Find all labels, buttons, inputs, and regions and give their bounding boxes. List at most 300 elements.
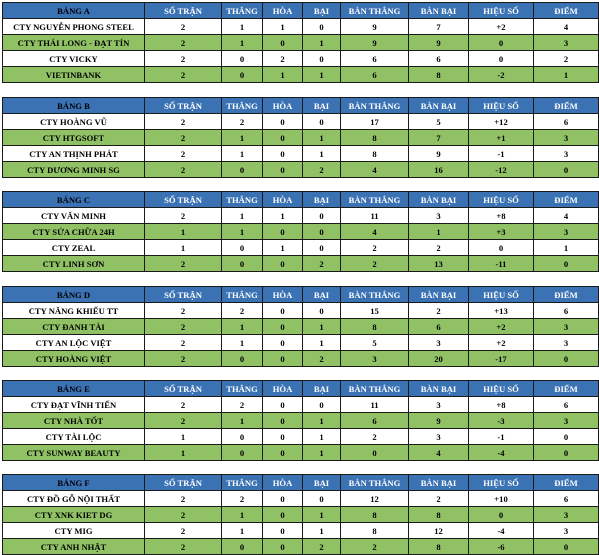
goals-for-cell: 2 xyxy=(341,539,409,555)
column-header-goals-for: BÀN THẮNG xyxy=(341,381,409,397)
team-name-cell: CTY ĐANH TÀI xyxy=(3,319,145,335)
goals-for-cell: 8 xyxy=(341,319,409,335)
group-table-f xyxy=(2,474,599,555)
column-header-lost: BẠI xyxy=(303,3,341,19)
drawn-cell: 0 xyxy=(263,35,303,51)
lost-cell: 2 xyxy=(303,351,341,367)
points-cell: 0 xyxy=(534,162,599,178)
played-cell: 2 xyxy=(145,303,222,319)
drawn-cell: 0 xyxy=(263,413,303,429)
group-table-b xyxy=(2,97,599,178)
goals-for-cell: 8 xyxy=(341,130,409,146)
played-cell: 1 xyxy=(145,429,222,445)
column-header-goals-against: BÀN BẠI xyxy=(409,475,469,491)
goal-difference-cell: 0 xyxy=(469,35,534,51)
goals-for-cell: 15 xyxy=(341,303,409,319)
goal-difference-cell: -6 xyxy=(469,539,534,555)
drawn-cell: 0 xyxy=(263,319,303,335)
column-header-drawn: HÒA xyxy=(263,192,303,208)
lost-cell: 0 xyxy=(303,208,341,224)
drawn-cell: 0 xyxy=(263,224,303,240)
group-name: BẢNG A xyxy=(3,3,145,19)
won-cell: 1 xyxy=(222,19,263,35)
played-cell: 2 xyxy=(145,491,222,507)
column-header-goals-against: BÀN BẠI xyxy=(409,192,469,208)
group-name: BẢNG E xyxy=(3,381,145,397)
goal-difference-cell: -1 xyxy=(469,429,534,445)
points-cell: 0 xyxy=(534,429,599,445)
points-cell: 1 xyxy=(534,67,599,83)
goals-against-cell: 1 xyxy=(409,224,469,240)
column-header-played: SỐ TRẬN xyxy=(145,287,222,303)
table-row xyxy=(3,413,599,429)
goals-against-cell: 13 xyxy=(409,256,469,272)
team-name-cell: CTY ĐỒ GỖ NỘI THẤT xyxy=(3,491,145,507)
table-row xyxy=(3,491,599,507)
table-row xyxy=(3,51,599,67)
team-name-cell: CTY SỬA CHỮA 24H xyxy=(3,224,145,240)
played-cell: 2 xyxy=(145,130,222,146)
played-cell: 2 xyxy=(145,162,222,178)
goal-difference-cell: +2 xyxy=(469,335,534,351)
column-header-played: SỐ TRẬN xyxy=(145,381,222,397)
goals-for-cell: 5 xyxy=(341,335,409,351)
lost-cell: 0 xyxy=(303,224,341,240)
column-header-points: ĐIỂM xyxy=(534,381,599,397)
lost-cell: 1 xyxy=(303,319,341,335)
column-header-played: SỐ TRẬN xyxy=(145,98,222,114)
team-name-cell: CTY LINH SƠN xyxy=(3,256,145,272)
table-row xyxy=(3,67,599,83)
lost-cell: 0 xyxy=(303,19,341,35)
points-cell: 0 xyxy=(534,256,599,272)
column-header-drawn: HÒA xyxy=(263,381,303,397)
points-cell: 0 xyxy=(534,539,599,555)
played-cell: 1 xyxy=(145,445,222,461)
goal-difference-cell: -3 xyxy=(469,413,534,429)
column-header-played: SỐ TRẬN xyxy=(145,3,222,19)
goal-difference-cell: -4 xyxy=(469,445,534,461)
goals-against-cell: 9 xyxy=(409,146,469,162)
goals-for-cell: 9 xyxy=(341,19,409,35)
points-cell: 6 xyxy=(534,397,599,413)
lost-cell: 1 xyxy=(303,335,341,351)
table-row xyxy=(3,240,599,256)
lost-cell: 1 xyxy=(303,130,341,146)
goals-for-cell: 9 xyxy=(341,35,409,51)
points-cell: 3 xyxy=(534,35,599,51)
column-header-drawn: HÒA xyxy=(263,287,303,303)
played-cell: 2 xyxy=(145,523,222,539)
group-header-row xyxy=(3,287,599,303)
lost-cell: 0 xyxy=(303,397,341,413)
goal-difference-cell: -11 xyxy=(469,256,534,272)
goals-against-cell: 9 xyxy=(409,413,469,429)
column-header-goals-against: BÀN BẠI xyxy=(409,98,469,114)
goal-difference-cell: +10 xyxy=(469,491,534,507)
group-header-row xyxy=(3,192,599,208)
goal-difference-cell: -12 xyxy=(469,162,534,178)
group-name: BẢNG B xyxy=(3,98,145,114)
column-header-goals-against: BÀN BẠI xyxy=(409,287,469,303)
column-header-goals-for: BÀN THẮNG xyxy=(341,3,409,19)
won-cell: 2 xyxy=(222,397,263,413)
column-header-drawn: HÒA xyxy=(263,475,303,491)
lost-cell: 1 xyxy=(303,413,341,429)
goals-against-cell: 4 xyxy=(409,445,469,461)
team-name-cell: CTY MIG xyxy=(3,523,145,539)
goal-difference-cell: +2 xyxy=(469,19,534,35)
team-name-cell: CTY AN LỘC VIỆT xyxy=(3,335,145,351)
table-row xyxy=(3,130,599,146)
column-header-won: THẮNG xyxy=(222,3,263,19)
goal-difference-cell: +13 xyxy=(469,303,534,319)
column-header-goal-difference: HIỆU SỐ xyxy=(469,287,534,303)
drawn-cell: 0 xyxy=(263,429,303,445)
won-cell: 2 xyxy=(222,303,263,319)
goal-difference-cell: +8 xyxy=(469,208,534,224)
column-header-goals-for: BÀN THẮNG xyxy=(341,98,409,114)
table-row xyxy=(3,114,599,130)
column-header-won: THẮNG xyxy=(222,287,263,303)
won-cell: 1 xyxy=(222,146,263,162)
group-header-row xyxy=(3,3,599,19)
goals-against-cell: 20 xyxy=(409,351,469,367)
goals-for-cell: 2 xyxy=(341,256,409,272)
team-name-cell: CTY VICKY xyxy=(3,51,145,67)
group-header-row xyxy=(3,475,599,491)
goals-for-cell: 8 xyxy=(341,523,409,539)
drawn-cell: 1 xyxy=(263,240,303,256)
table-row xyxy=(3,208,599,224)
won-cell: 0 xyxy=(222,67,263,83)
table-row xyxy=(3,256,599,272)
drawn-cell: 0 xyxy=(263,335,303,351)
team-name-cell: CTY SUNWAY BEAUTY xyxy=(3,445,145,461)
won-cell: 1 xyxy=(222,130,263,146)
drawn-cell: 0 xyxy=(263,351,303,367)
table-row xyxy=(3,19,599,35)
table-row xyxy=(3,397,599,413)
column-header-goal-difference: HIỆU SỐ xyxy=(469,3,534,19)
goal-difference-cell: -2 xyxy=(469,67,534,83)
lost-cell: 1 xyxy=(303,429,341,445)
team-name-cell: CTY AN THỊNH PHÁT xyxy=(3,146,145,162)
won-cell: 1 xyxy=(222,319,263,335)
table-row xyxy=(3,162,599,178)
team-name-cell: CTY THÁI LONG - ĐẠT TÍN xyxy=(3,35,145,51)
played-cell: 2 xyxy=(145,146,222,162)
points-cell: 0 xyxy=(534,445,599,461)
won-cell: 1 xyxy=(222,523,263,539)
column-header-goals-for: BÀN THẮNG xyxy=(341,192,409,208)
group-name: BẢNG F xyxy=(3,475,145,491)
goal-difference-cell: +3 xyxy=(469,224,534,240)
column-header-points: ĐIỂM xyxy=(534,192,599,208)
group-header-row xyxy=(3,381,599,397)
drawn-cell: 0 xyxy=(263,130,303,146)
lost-cell: 1 xyxy=(303,35,341,51)
goal-difference-cell: -1 xyxy=(469,146,534,162)
column-header-lost: BẠI xyxy=(303,192,341,208)
goals-for-cell: 6 xyxy=(341,67,409,83)
lost-cell: 1 xyxy=(303,445,341,461)
points-cell: 3 xyxy=(534,224,599,240)
column-header-drawn: HÒA xyxy=(263,3,303,19)
won-cell: 0 xyxy=(222,256,263,272)
column-header-goal-difference: HIỆU SỐ xyxy=(469,192,534,208)
group-table-e xyxy=(2,380,599,461)
lost-cell: 0 xyxy=(303,51,341,67)
won-cell: 1 xyxy=(222,208,263,224)
table-row xyxy=(3,303,599,319)
played-cell: 2 xyxy=(145,19,222,35)
column-header-points: ĐIỂM xyxy=(534,3,599,19)
points-cell: 6 xyxy=(534,114,599,130)
group-table-c xyxy=(2,191,599,272)
played-cell: 2 xyxy=(145,539,222,555)
group-header-row xyxy=(3,98,599,114)
drawn-cell: 0 xyxy=(263,146,303,162)
points-cell: 3 xyxy=(534,319,599,335)
column-header-won: THẮNG xyxy=(222,475,263,491)
table-row xyxy=(3,224,599,240)
table-row xyxy=(3,429,599,445)
column-header-goals-against: BÀN BẠI xyxy=(409,381,469,397)
won-cell: 0 xyxy=(222,429,263,445)
won-cell: 2 xyxy=(222,114,263,130)
won-cell: 0 xyxy=(222,162,263,178)
team-name-cell: CTY HOÀNG VŨ xyxy=(3,114,145,130)
column-header-goal-difference: HIỆU SỐ xyxy=(469,475,534,491)
drawn-cell: 0 xyxy=(263,539,303,555)
goals-against-cell: 3 xyxy=(409,397,469,413)
goals-against-cell: 7 xyxy=(409,130,469,146)
table-row xyxy=(3,523,599,539)
column-header-drawn: HÒA xyxy=(263,98,303,114)
played-cell: 2 xyxy=(145,67,222,83)
column-header-goals-for: BÀN THẮNG xyxy=(341,287,409,303)
team-name-cell: CTY DƯƠNG MINH SG xyxy=(3,162,145,178)
played-cell: 2 xyxy=(145,51,222,67)
won-cell: 0 xyxy=(222,445,263,461)
points-cell: 4 xyxy=(534,208,599,224)
lost-cell: 1 xyxy=(303,507,341,523)
won-cell: 0 xyxy=(222,240,263,256)
goals-against-cell: 3 xyxy=(409,335,469,351)
played-cell: 2 xyxy=(145,208,222,224)
goal-difference-cell: 0 xyxy=(469,51,534,67)
drawn-cell: 2 xyxy=(263,51,303,67)
lost-cell: 2 xyxy=(303,539,341,555)
goals-for-cell: 11 xyxy=(341,397,409,413)
drawn-cell: 0 xyxy=(263,256,303,272)
team-name-cell: CTY ZEAL xyxy=(3,240,145,256)
goals-for-cell: 0 xyxy=(341,445,409,461)
played-cell: 2 xyxy=(145,335,222,351)
goals-for-cell: 12 xyxy=(341,491,409,507)
drawn-cell: 0 xyxy=(263,114,303,130)
won-cell: 0 xyxy=(222,51,263,67)
goals-against-cell: 9 xyxy=(409,35,469,51)
goal-difference-cell: 0 xyxy=(469,507,534,523)
team-name-cell: CTY NHÀ TỐT xyxy=(3,413,145,429)
won-cell: 1 xyxy=(222,335,263,351)
column-header-goal-difference: HIỆU SỐ xyxy=(469,98,534,114)
team-name-cell: CTY HTGSOFT xyxy=(3,130,145,146)
won-cell: 1 xyxy=(222,507,263,523)
goal-difference-cell: -17 xyxy=(469,351,534,367)
table-row xyxy=(3,539,599,555)
goals-for-cell: 2 xyxy=(341,240,409,256)
points-cell: 3 xyxy=(534,335,599,351)
lost-cell: 0 xyxy=(303,303,341,319)
won-cell: 1 xyxy=(222,35,263,51)
drawn-cell: 1 xyxy=(263,19,303,35)
goal-difference-cell: +1 xyxy=(469,130,534,146)
goals-against-cell: 8 xyxy=(409,67,469,83)
won-cell: 2 xyxy=(222,491,263,507)
goal-difference-cell: 0 xyxy=(469,240,534,256)
points-cell: 0 xyxy=(534,351,599,367)
drawn-cell: 1 xyxy=(263,208,303,224)
column-header-lost: BẠI xyxy=(303,287,341,303)
column-header-goals-against: BÀN BẠI xyxy=(409,3,469,19)
goals-against-cell: 6 xyxy=(409,51,469,67)
goals-against-cell: 7 xyxy=(409,19,469,35)
table-row xyxy=(3,146,599,162)
team-name-cell: CTY XNK KIET DG xyxy=(3,507,145,523)
table-row xyxy=(3,445,599,461)
table-row xyxy=(3,35,599,51)
lost-cell: 2 xyxy=(303,256,341,272)
won-cell: 0 xyxy=(222,351,263,367)
played-cell: 1 xyxy=(145,224,222,240)
column-header-won: THẮNG xyxy=(222,98,263,114)
goals-against-cell: 12 xyxy=(409,523,469,539)
lost-cell: 0 xyxy=(303,491,341,507)
team-name-cell: CTY NGUYỄN PHONG STEEL xyxy=(3,19,145,35)
won-cell: 0 xyxy=(222,539,263,555)
table-row xyxy=(3,319,599,335)
points-cell: 6 xyxy=(534,303,599,319)
lost-cell: 2 xyxy=(303,162,341,178)
points-cell: 3 xyxy=(534,146,599,162)
lost-cell: 1 xyxy=(303,523,341,539)
drawn-cell: 0 xyxy=(263,523,303,539)
table-row xyxy=(3,507,599,523)
lost-cell: 1 xyxy=(303,67,341,83)
goals-for-cell: 3 xyxy=(341,351,409,367)
goals-for-cell: 4 xyxy=(341,224,409,240)
points-cell: 6 xyxy=(534,491,599,507)
goals-for-cell: 6 xyxy=(341,413,409,429)
lost-cell: 0 xyxy=(303,114,341,130)
column-header-points: ĐIỂM xyxy=(534,287,599,303)
goals-against-cell: 2 xyxy=(409,303,469,319)
goals-for-cell: 8 xyxy=(341,146,409,162)
goals-against-cell: 6 xyxy=(409,319,469,335)
goals-against-cell: 8 xyxy=(409,539,469,555)
played-cell: 1 xyxy=(145,240,222,256)
goal-difference-cell: -4 xyxy=(469,523,534,539)
goals-against-cell: 2 xyxy=(409,491,469,507)
points-cell: 2 xyxy=(534,51,599,67)
group-table-d xyxy=(2,286,599,367)
column-header-played: SỐ TRẬN xyxy=(145,475,222,491)
drawn-cell: 0 xyxy=(263,507,303,523)
drawn-cell: 0 xyxy=(263,491,303,507)
lost-cell: 1 xyxy=(303,146,341,162)
team-name-cell: CTY VĂN MINH xyxy=(3,208,145,224)
drawn-cell: 1 xyxy=(263,67,303,83)
played-cell: 2 xyxy=(145,413,222,429)
goal-difference-cell: +8 xyxy=(469,397,534,413)
lost-cell: 0 xyxy=(303,240,341,256)
column-header-lost: BẠI xyxy=(303,381,341,397)
played-cell: 2 xyxy=(145,397,222,413)
team-name-cell: VIETINBANK xyxy=(3,67,145,83)
goals-against-cell: 8 xyxy=(409,507,469,523)
team-name-cell: CTY ĐẠT VĨNH TIẾN xyxy=(3,397,145,413)
won-cell: 1 xyxy=(222,413,263,429)
points-cell: 1 xyxy=(534,240,599,256)
group-table-a xyxy=(2,2,599,83)
column-header-won: THẮNG xyxy=(222,381,263,397)
column-header-played: SỐ TRẬN xyxy=(145,192,222,208)
points-cell: 3 xyxy=(534,413,599,429)
column-header-points: ĐIỂM xyxy=(534,98,599,114)
group-name: BẢNG C xyxy=(3,192,145,208)
goals-against-cell: 5 xyxy=(409,114,469,130)
column-header-lost: BẠI xyxy=(303,98,341,114)
points-cell: 3 xyxy=(534,130,599,146)
table-row xyxy=(3,351,599,367)
team-name-cell: CTY NĂNG KHIẾU TT xyxy=(3,303,145,319)
drawn-cell: 0 xyxy=(263,162,303,178)
played-cell: 2 xyxy=(145,256,222,272)
group-name: BẢNG D xyxy=(3,287,145,303)
goals-for-cell: 6 xyxy=(341,51,409,67)
column-header-goals-for: BÀN THẮNG xyxy=(341,475,409,491)
played-cell: 2 xyxy=(145,351,222,367)
team-name-cell: CTY TÀI LỘC xyxy=(3,429,145,445)
goals-against-cell: 3 xyxy=(409,208,469,224)
played-cell: 2 xyxy=(145,114,222,130)
drawn-cell: 0 xyxy=(263,303,303,319)
played-cell: 2 xyxy=(145,319,222,335)
goals-for-cell: 17 xyxy=(341,114,409,130)
column-header-lost: BẠI xyxy=(303,475,341,491)
team-name-cell: CTY ANH NHẬT xyxy=(3,539,145,555)
drawn-cell: 0 xyxy=(263,445,303,461)
column-header-goal-difference: HIỆU SỐ xyxy=(469,381,534,397)
played-cell: 2 xyxy=(145,35,222,51)
column-header-won: THẮNG xyxy=(222,192,263,208)
points-cell: 3 xyxy=(534,523,599,539)
goal-difference-cell: +2 xyxy=(469,319,534,335)
won-cell: 1 xyxy=(222,224,263,240)
points-cell: 4 xyxy=(534,19,599,35)
points-cell: 3 xyxy=(534,507,599,523)
goals-against-cell: 2 xyxy=(409,240,469,256)
goals-for-cell: 4 xyxy=(341,162,409,178)
team-name-cell: CTY HOÀNG VIỆT xyxy=(3,351,145,367)
goals-against-cell: 16 xyxy=(409,162,469,178)
table-row xyxy=(3,335,599,351)
played-cell: 2 xyxy=(145,507,222,523)
goals-for-cell: 11 xyxy=(341,208,409,224)
